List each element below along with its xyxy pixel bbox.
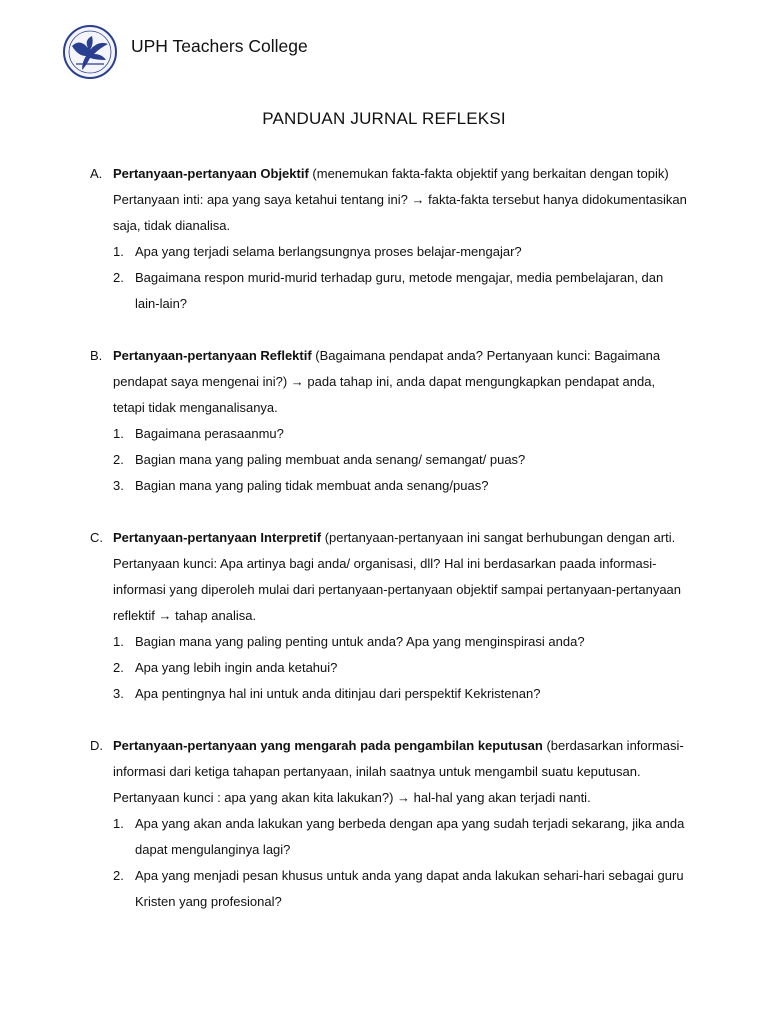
section-objective bbox=[90, 161, 690, 317]
item-text: Bagian mana yang paling tidak membuat anda senang/puas? bbox=[135, 478, 489, 493]
section-description bbox=[113, 161, 690, 239]
item-number: 3. bbox=[113, 686, 124, 701]
document-header bbox=[62, 24, 662, 80]
document-title: PANDUAN JURNAL REFLEKSI bbox=[262, 109, 506, 128]
section-text: (menemukan fakta-fakta objektif yang berkaitan dengan topik) Pertanyaan inti: apa yang saya ketahui tentang ini? → fakta-fakta tersebut hanya didokumentasikan saja, tidak dianalisa. bbox=[113, 166, 687, 233]
item-text: Apa yang lebih ingin anda ketahui? bbox=[135, 660, 338, 675]
list-item bbox=[113, 681, 690, 707]
section-description bbox=[113, 525, 690, 629]
list-item bbox=[113, 811, 690, 863]
section-letter: D. bbox=[90, 738, 103, 753]
item-number: 2. bbox=[113, 868, 124, 883]
item-number: 1. bbox=[113, 634, 124, 649]
list-item bbox=[113, 421, 690, 447]
section-heading: Pertanyaan-pertanyaan Objektif bbox=[113, 166, 309, 181]
section-heading: Pertanyaan-pertanyaan yang mengarah pada pengambilan keputusan bbox=[113, 738, 543, 753]
question-list bbox=[113, 811, 690, 915]
item-number: 3. bbox=[113, 478, 124, 493]
item-text: Bagaimana perasaanmu? bbox=[135, 426, 284, 441]
section-decisional bbox=[90, 733, 690, 915]
list-item bbox=[113, 239, 690, 265]
list-item bbox=[113, 655, 690, 681]
item-text: Bagian mana yang paling penting untuk anda? Apa yang menginspirasi anda? bbox=[135, 634, 585, 649]
section-letter: A. bbox=[90, 166, 103, 181]
item-number: 2. bbox=[113, 660, 124, 675]
item-text: Apa pentingnya hal ini untuk anda ditinjau dari perspektif Kekristenan? bbox=[135, 686, 541, 701]
item-text: Bagian mana yang paling membuat anda senang/ semangat/ puas? bbox=[135, 452, 526, 467]
section-description bbox=[113, 733, 690, 811]
college-name: UPH Teachers College bbox=[131, 36, 308, 56]
uph-eagle-crest-icon bbox=[62, 24, 118, 80]
question-list bbox=[113, 421, 690, 499]
section-text: (pertanyaan-pertanyaan ini sangat berhubungan dengan arti. Pertanyaan kunci: Apa artinya bagi anda/ organisasi, dll? Hal ini berdasarkan paada informasi-informasi yang diperoleh mulai dari pertanyaan-pertanyaan objektif sampai pertanyaan-pertanyaan reflektif → tahap analisa. bbox=[113, 530, 682, 623]
item-number: 1. bbox=[113, 244, 124, 259]
section-reflective bbox=[90, 343, 690, 499]
list-item bbox=[113, 473, 690, 499]
item-number: 2. bbox=[113, 270, 124, 285]
section-letter: C. bbox=[90, 530, 103, 545]
section-heading: Pertanyaan-pertanyaan Reflektif bbox=[113, 348, 312, 363]
item-number: 1. bbox=[113, 426, 124, 441]
question-list bbox=[113, 629, 690, 707]
section-interpretive bbox=[90, 525, 690, 707]
item-text: Apa yang menjadi pesan khusus untuk anda yang dapat anda lakukan sehari-hari sebagai guru Kristen yang profesional? bbox=[135, 868, 684, 909]
item-text: Apa yang akan anda lakukan yang berbeda dengan apa yang sudah terjadi sekarang, jika anda dapat mengulanginya lagi? bbox=[135, 816, 685, 857]
section-letter: B. bbox=[90, 348, 103, 363]
list-item bbox=[113, 265, 690, 317]
list-item bbox=[113, 863, 690, 915]
item-number: 2. bbox=[113, 452, 124, 467]
document-body bbox=[90, 161, 690, 941]
section-text: (Bagaimana pendapat anda? Pertanyaan kunci: Bagaimana pendapat saya mengenai ini?) → pada tahap ini, anda dapat mengungkapkan pendapat anda, tetapi tidak menganalisanya. bbox=[113, 348, 661, 415]
list-item bbox=[113, 629, 690, 655]
section-heading: Pertanyaan-pertanyaan Interpretif bbox=[113, 530, 322, 545]
section-description bbox=[113, 343, 690, 421]
item-text: Bagaimana respon murid-murid terhadap guru, metode mengajar, media pembelajaran, dan lain-lain? bbox=[135, 270, 664, 311]
section-text: (berdasarkan informasi-informasi dari ketiga tahapan pertanyaan, inilah saatnya untuk mengambil suatu keputusan. Pertanyaan kunci : apa yang akan kita lakukan?) → hal-hal yang akan terjadi nanti. bbox=[113, 738, 684, 805]
list-item bbox=[113, 447, 690, 473]
question-list bbox=[113, 239, 690, 317]
item-text: Apa yang terjadi selama berlangsungnya proses belajar-mengajar? bbox=[135, 244, 522, 259]
item-number: 1. bbox=[113, 816, 124, 831]
